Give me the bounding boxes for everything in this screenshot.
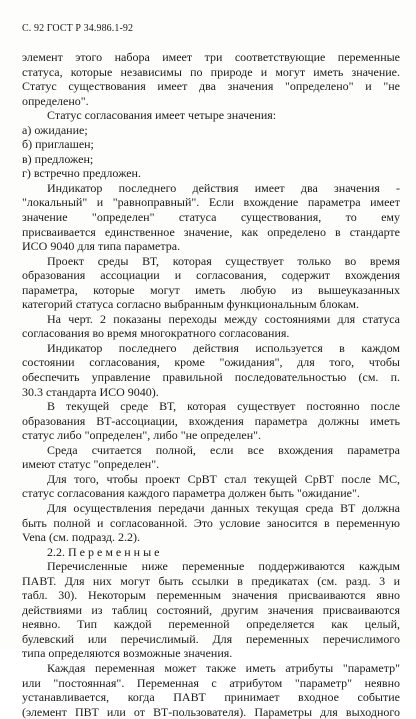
text-line: Для того, чтобы проект СрВТ стал текущей СрВТ после МС, <box>47 471 400 486</box>
text-line: а) ожидание; <box>22 122 88 137</box>
document-body <box>22 50 400 719</box>
text-line: Для осуществления передачи данных текущая среда ВТ должна <box>47 500 400 515</box>
text-line: г) встречно предложен. <box>22 166 141 181</box>
text-line: табл. 30). Некоторым переменным значения присваиваются явно <box>22 588 400 603</box>
text-line: Индикатор последнего действия используется в каждом <box>47 340 400 355</box>
text-line: Перечисленные ниже переменные поддерживаются каждым <box>47 559 400 574</box>
text-line: присваивается единственное значение, как определено в стандарте <box>22 224 400 239</box>
text-line: образования ВТ-ассоциации, вхождения параметра должны иметь <box>22 413 400 428</box>
text-line: образования ассоциации и согласования, содержит вхождения <box>22 268 400 283</box>
text-line: категорий статуса согласно выбранным функциональным блокам. <box>22 297 360 312</box>
text-line: обеспечить управление правильной последовательностью (см. п. <box>22 370 400 385</box>
text-line: (элемент ПВТ или от ВТ-пользователя). Параметры для выходного <box>22 704 400 719</box>
text-line: или "постоянная". Переменная с атрибутом "параметр" неявно <box>22 675 400 690</box>
text-line: неявно. Тип каждой переменной определяется как целый, <box>22 617 400 632</box>
text-line: определено". <box>22 93 89 108</box>
text-line: ПАВТ. Для них могут быть ссылки в предикатах (см. разд. 3 и <box>22 573 400 588</box>
text-line: Индикатор последнего действия имеет два значения - <box>47 180 400 195</box>
text-line: имеют статус "определен". <box>22 457 160 472</box>
text-line: устанавливается, когда ПАВТ принимает входное событие <box>22 690 400 705</box>
text-line: 30.3 стандарта ИСО 9040). <box>22 384 159 399</box>
text-line: Проект среды ВТ, которая существует только во время <box>47 253 400 268</box>
text-line: Среда считается полной, если все вхождения параметра <box>47 442 400 457</box>
text-line: Vena (см. подразд. 2.2). <box>22 530 141 545</box>
text-line: Статус существования имеет два значения "определено" и "не <box>22 79 400 94</box>
text-line: "локальный" и "равноправный". Если вхождение параметра имеет <box>22 195 400 210</box>
text-line: статус согласования каждого параметра должен быть "ожидание". <box>22 486 360 501</box>
text-line: ИСО 9040 для типа параметра. <box>22 239 181 254</box>
text-line: булевский или перечислимый. Для переменных перечислимого <box>22 631 400 646</box>
text-line: параметра, которые могут иметь любую из вышеуказанных <box>22 282 400 297</box>
text-line: типа определяются возможные значения. <box>22 646 233 661</box>
text-line: элемент этого набора имеет три соответствующие переменные <box>22 50 400 64</box>
text-line: быть полной и согласованной. Это условие заносится в переменную <box>22 515 400 530</box>
text-line: б) приглашен; <box>22 137 94 152</box>
text-line: действиями из таблиц состояний, другим значения присваиваются <box>22 602 400 617</box>
text-line: Статус согласования имеет четыре значения: <box>47 108 277 123</box>
text-line: Каждая переменная может также иметь атрибуты "параметр" <box>47 660 400 675</box>
text-line: В текущей среде ВТ, которая существует постоянно после <box>47 399 400 414</box>
text-line: 2.2. П е р е м е н н ы е <box>47 544 160 559</box>
text-line: значение "определен" статуса существования, то ему <box>22 210 400 225</box>
text-line: состоянии согласования, кроме "ожидания", для того, чтобы <box>22 355 400 370</box>
text-line: согласования во время многократного согласования. <box>22 326 290 341</box>
text-line: статуса, которые независимы по природе и могут иметь значение. <box>22 64 400 79</box>
page-header: С. 92 ГОСТ Р 34.986.1-92 <box>22 23 134 34</box>
text-line: На черт. 2 показаны переходы между состояниями для статуса <box>47 311 400 326</box>
text-line: статус либо "определен", либо "не определен". <box>22 428 262 443</box>
text-line: в) предложен; <box>22 151 94 166</box>
